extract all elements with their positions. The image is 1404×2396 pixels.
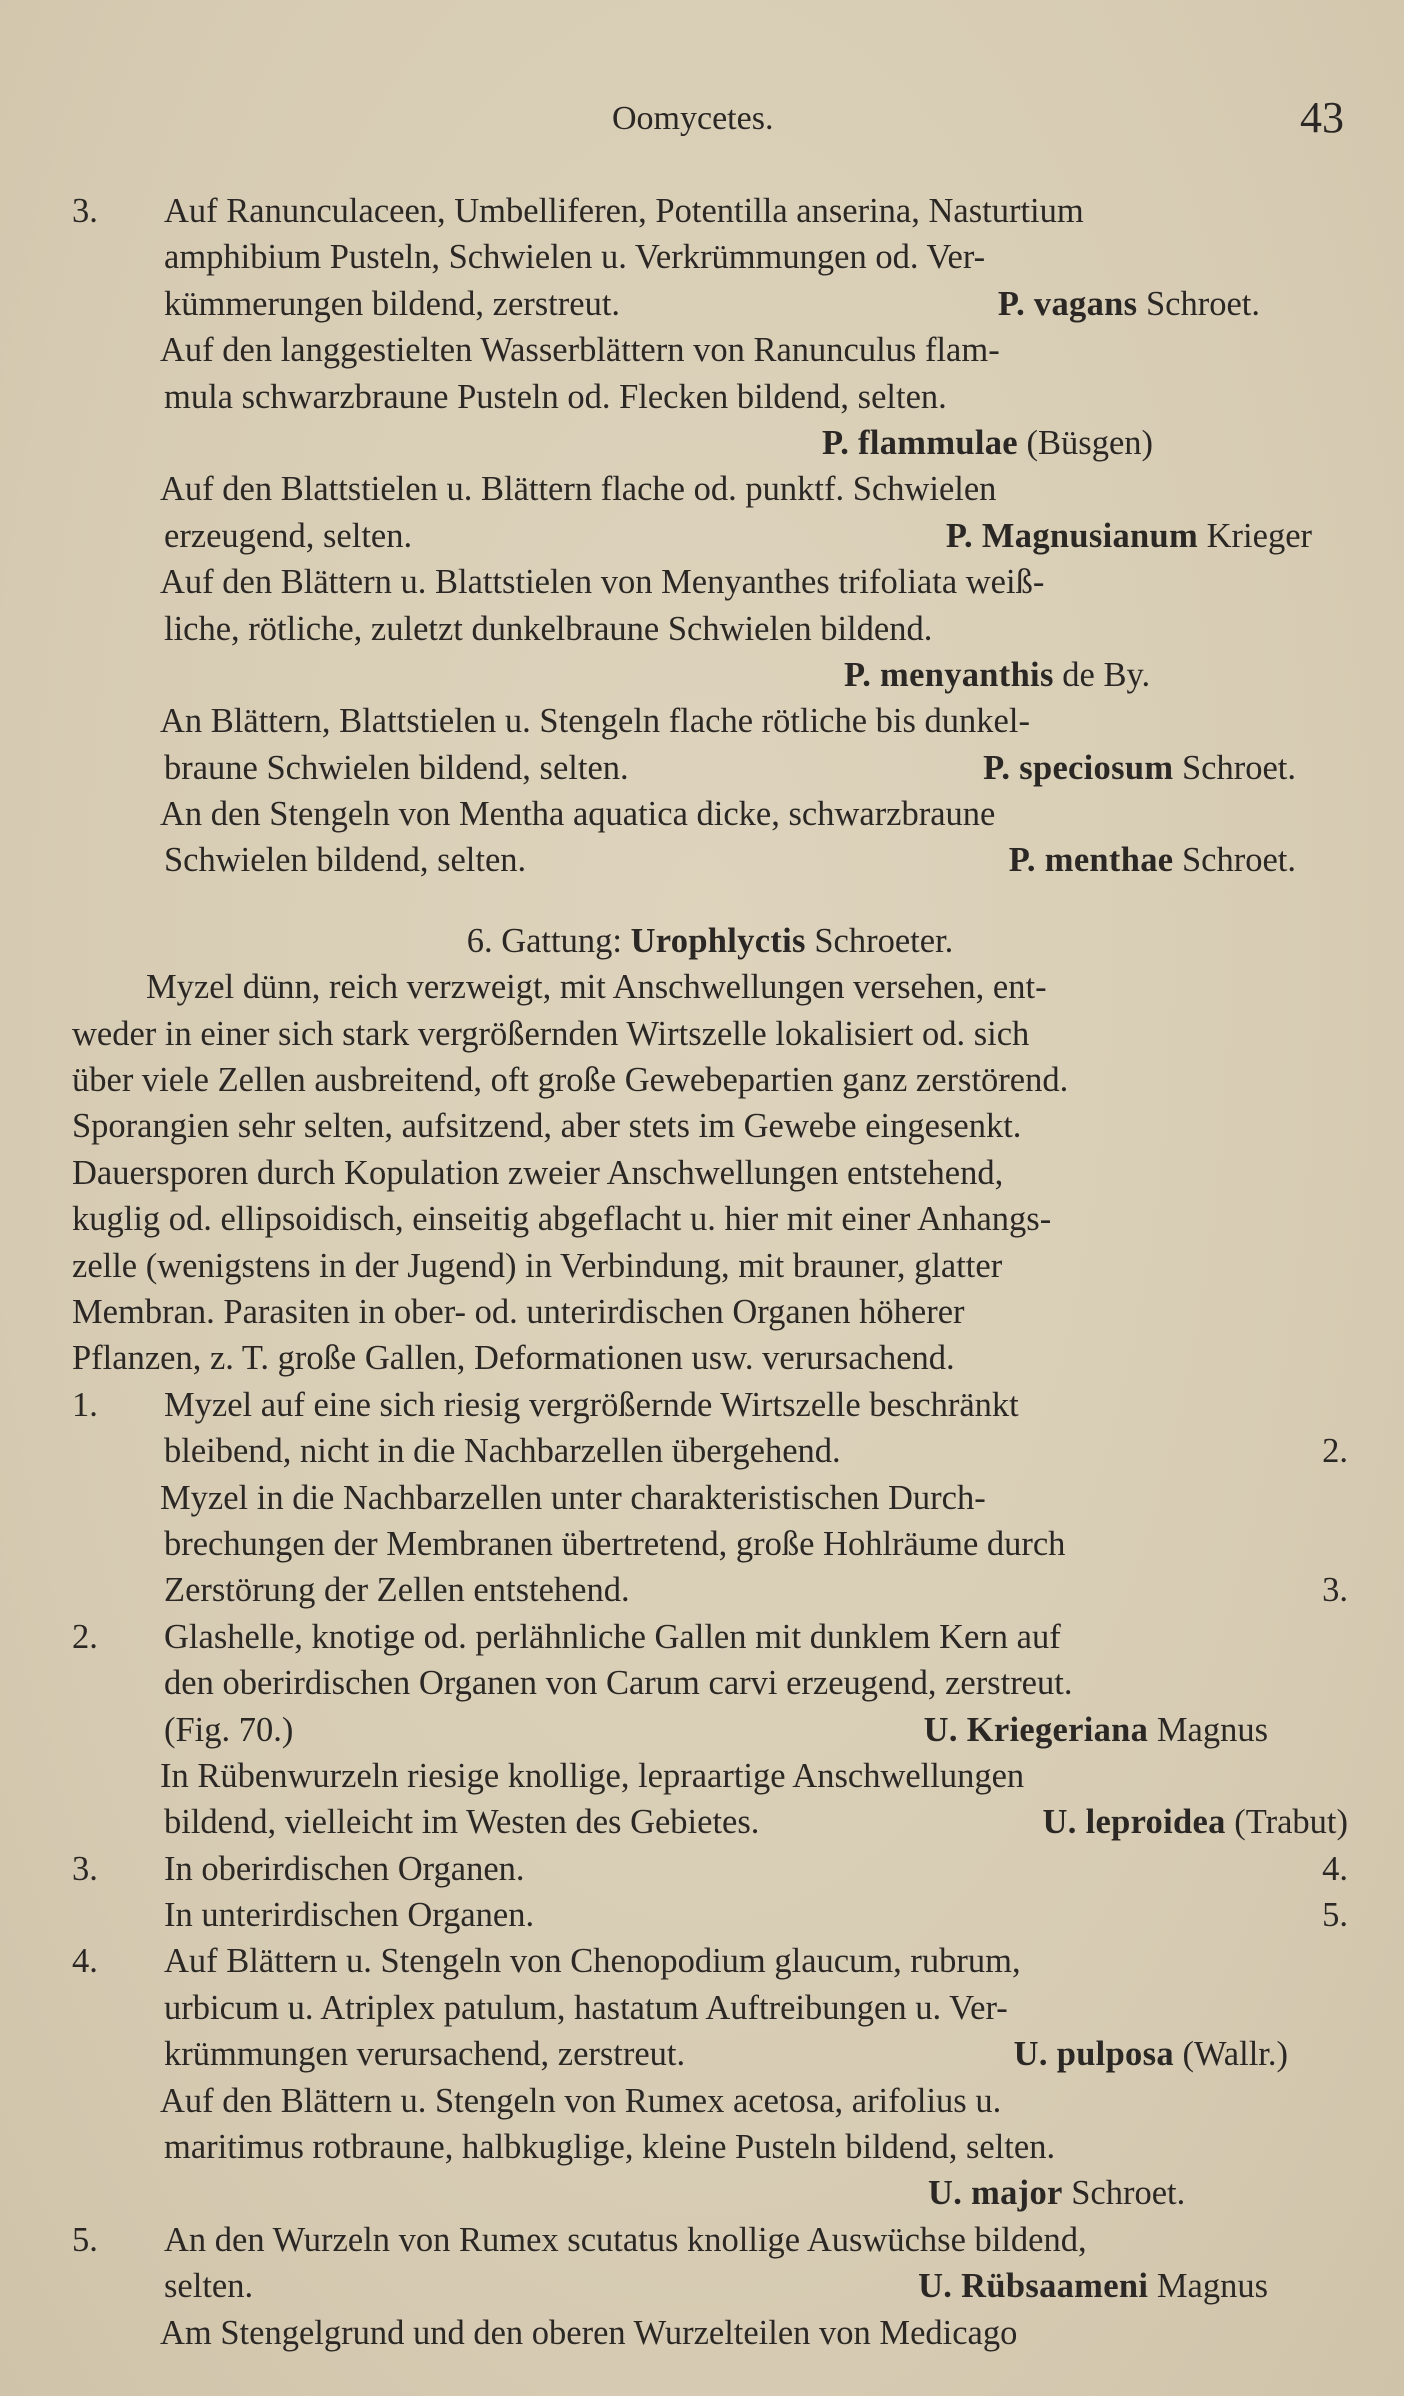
species-author: de By. xyxy=(1062,655,1151,694)
text-line: amphibium Pusteln, Schwielen u. Verkrümmungen od. Ver- xyxy=(164,238,986,277)
description-line: kuglig od. ellipsoidisch, einseitig abgeflacht u. hier mit einer Anhangs- xyxy=(72,1200,1052,1239)
running-title: Oomycetes. xyxy=(612,100,774,137)
section-heading: 6. Gattung: Urophlyctis Schroeter. xyxy=(466,921,954,960)
text-line: An Blättern, Blattstielen u. Stengeln flache rötliche bis dunkel- xyxy=(160,702,1030,741)
species-author: Magnus xyxy=(1156,2267,1268,2306)
text-line: Auf den langgestielten Wasserblättern von Ranunculus flam- xyxy=(160,331,1000,370)
key-reference: 2. xyxy=(1322,1432,1348,1471)
species-author: Schroet. xyxy=(1181,748,1296,787)
key-line: In unterirdischen Organen. 5. xyxy=(72,1892,1348,1938)
page-header xyxy=(0,92,1404,152)
genus-author: Schroeter. xyxy=(814,921,954,960)
species-name: P. flammulae xyxy=(822,423,1018,462)
key-number: 2. xyxy=(72,1617,98,1656)
text-line: An den Stengeln von Mentha aquatica dicke, schwarzbraune xyxy=(160,795,996,834)
description-line: Sporangien sehr selten, aufsitzend, aber stets im Gewebe eingesenkt. xyxy=(72,1107,1022,1146)
page-number: 43 xyxy=(1300,93,1344,142)
species-name: P. menyanthis xyxy=(844,655,1054,694)
species-author: (Büsgen) xyxy=(1026,423,1154,462)
species-name: P. Magnusianum xyxy=(945,516,1199,555)
key-line: Zerstörung der Zellen entstehend. 3. xyxy=(72,1567,1348,1613)
key-line: brechungen der Membranen übertretend, große Hohlräume durch xyxy=(164,1524,1066,1563)
species-name: P. speciosum xyxy=(983,748,1174,787)
key-line: urbicum u. Atriplex patulum, hastatum Auftreibungen u. Ver- xyxy=(164,1988,1008,2027)
species-name: U. Kriegeriana xyxy=(923,1710,1149,1749)
key-reference: 3. xyxy=(1322,1571,1348,1610)
text-line: Auf den Blättern u. Blattstielen von Menyanthes trifoliata weiß- xyxy=(160,563,1045,602)
text-line: liche, rötliche, zuletzt dunkelbraune Schwielen bildend. xyxy=(164,609,933,648)
key-number: 4. xyxy=(72,1942,98,1981)
section-gap xyxy=(72,884,1348,918)
description-line: Myzel dünn, reich verzweigt, mit Anschwellungen versehen, ent- xyxy=(146,968,1047,1007)
species-name: U. pulposa xyxy=(1013,2035,1174,2074)
key-line: 1. Myzel auf eine sich riesig vergrößernde Wirtszelle beschränkt xyxy=(72,1382,1348,1428)
key-line: bildend, vielleicht im Westen des Gebietes. U. leproidea (Trabut) xyxy=(164,1803,1348,1842)
key-line: 3. In oberirdischen Organen. 4. xyxy=(72,1846,1348,1892)
text-line: 3. Auf Ranunculaceen, Umbelliferen, Potentilla anserina, Nasturtium xyxy=(72,188,1348,234)
text-line xyxy=(72,420,1348,466)
item-number: 3. xyxy=(72,192,98,230)
key-line: (Fig. 70.) U. Kriegeriana Magnus xyxy=(164,1710,1268,1749)
species-name: U. leproidea xyxy=(1042,1803,1226,1842)
key-reference: 4. xyxy=(1322,1849,1348,1888)
key-number: 1. xyxy=(72,1385,98,1424)
species-author: Krieger xyxy=(1206,516,1312,555)
key-line: krümmungen verursachend, zerstreut. U. pulposa (Wallr.) xyxy=(164,2035,1288,2074)
key-line: 2. Glashelle, knotige od. perlähnliche Gallen mit dunklem Kern auf xyxy=(72,1614,1348,1660)
key-line xyxy=(72,2170,1348,2216)
species-name: P. menthae xyxy=(1008,841,1174,880)
key-line: 4. Auf Blättern u. Stengeln von Chenopodium glaucum, rubrum, xyxy=(72,1938,1348,1984)
species-author: Schroet. xyxy=(1181,841,1296,880)
key-line: In Rübenwurzeln riesige knollige, lepraartige Anschwellungen xyxy=(160,1756,1025,1795)
page-body xyxy=(72,188,1348,2356)
key-line: Am Stengelgrund und den oberen Wurzelteilen von Medicago xyxy=(160,2313,1018,2352)
species-author: Schroet. xyxy=(1071,2174,1186,2213)
key-line: Auf den Blättern u. Stengeln von Rumex acetosa, arifolius u. xyxy=(160,2081,1002,2120)
species-name: P. vagans xyxy=(997,284,1138,323)
description-line: zelle (wenigstens in der Jugend) in Verbindung, mit brauner, glatter xyxy=(72,1246,1003,1285)
key-line: selten. U. Rübsaameni Magnus xyxy=(164,2267,1268,2306)
species-author: (Trabut) xyxy=(1234,1803,1348,1842)
key-line: den oberirdischen Organen von Carum carvi erzeugend, zerstreut. xyxy=(164,1664,1073,1703)
description-line: Dauersporen durch Kopulation zweier Anschwellungen entstehend, xyxy=(72,1153,1004,1192)
key-number: 3. xyxy=(72,1849,98,1888)
key-line: maritimus rotbraune, halbkuglige, kleine Pusteln bildend, selten. xyxy=(164,2128,1056,2167)
text-line: braune Schwielen bildend, selten. P. speciosum Schroet. xyxy=(164,748,1296,787)
species-author: Magnus xyxy=(1156,1710,1268,1749)
text-line: Schwielen bildend, selten. P. menthae Schroet. xyxy=(164,841,1296,880)
key-number: 5. xyxy=(72,2220,98,2259)
text-line: mula schwarzbraune Pusteln od. Flecken bildend, selten. xyxy=(164,377,947,416)
species-name: U. major xyxy=(928,2174,1063,2213)
genus-name: Urophlyctis xyxy=(630,921,806,960)
text-line: erzeugend, selten. P. Magnusianum Krieger xyxy=(164,516,1312,555)
key-line: Myzel in die Nachbarzellen unter charakteristischen Durch- xyxy=(160,1478,986,1517)
key-reference: 5. xyxy=(1322,1896,1348,1935)
description-line: Pflanzen, z. T. große Gallen, Deformationen usw. verursachend. xyxy=(72,1339,955,1378)
text-line: Auf den Blattstielen u. Blättern flache od. punktf. Schwielen xyxy=(160,470,997,509)
species-author: (Wallr.) xyxy=(1182,2035,1288,2074)
species-author: Schroet. xyxy=(1145,284,1260,323)
description-line: über viele Zellen ausbreitend, oft große Gewebepartien ganz zerstörend. xyxy=(72,1061,1069,1100)
text-line xyxy=(72,652,1348,698)
key-line: 5. An den Wurzeln von Rumex scutatus knollige Auswüchse bildend, xyxy=(72,2217,1348,2263)
key-line: bleibend, nicht in die Nachbarzellen übergehend. 2. xyxy=(72,1428,1348,1474)
species-name: U. Rübsaameni xyxy=(918,2267,1149,2306)
description-line: weder in einer sich stark vergrößernden Wirtszelle lokalisiert od. sich xyxy=(72,1014,1030,1053)
description-line: Membran. Parasiten in ober- od. unterirdischen Organen höherer xyxy=(72,1292,965,1331)
text-line: kümmerungen bildend, zerstreut. P. vagans Schroet. xyxy=(164,284,1260,323)
